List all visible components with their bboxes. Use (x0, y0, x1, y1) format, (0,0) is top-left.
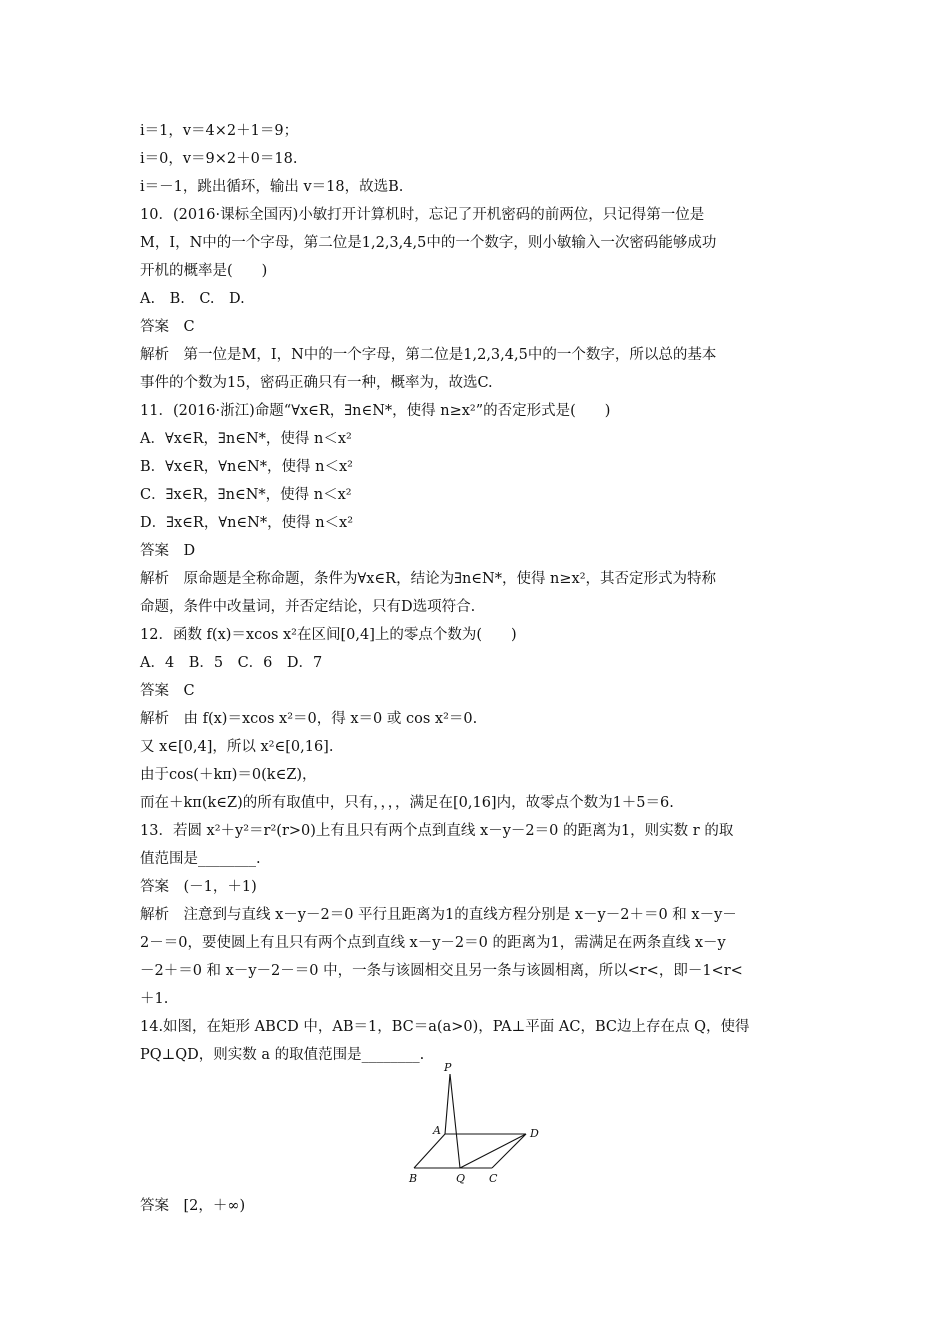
edge-pq (450, 1074, 460, 1168)
analysis-line: 解析 由 f(x)＝xcos x²＝0，得 x＝0 或 cos x²＝0. (140, 711, 478, 727)
text-line: 由于cos(＋kπ)＝0(k∈Z)， (140, 767, 317, 783)
text-line: 而在＋kπ(k∈Z)的所有取值中，只有，，，，满足在[0,16]内，故零点个数为1＋5＝6. (140, 795, 674, 811)
text-line: i＝1，v＝4×2＋1＝9； (140, 123, 299, 139)
option-a: A．∀x∈R，∃n∈N*，使得 n＜x² (140, 431, 352, 447)
answer-line: 答案 C (140, 683, 195, 699)
answer-line: 答案 [2，＋∞) (140, 1198, 246, 1214)
geometry-figure (400, 1060, 560, 1190)
question-10-stem: 10．(2016·课标全国丙)小敏打开计算机时，忘记了开机密码的前两位，只记得第一位是 (140, 207, 705, 223)
analysis-line: 解析 注意到与直线 x－y－2＝0 平行且距离为1的直线方程分别是 x－y－2＋＝0 和 x－y－ (140, 907, 737, 923)
text-line: －2＋＝0 和 x－y－2－＝0 中，一条与该圆相交且另一条与该圆相离，所以<r<，即－1<r< (140, 963, 743, 979)
text-line: 事件的个数为15，密码正确只有一种，概率为，故选C. (140, 375, 493, 391)
label-q: Q (456, 1172, 466, 1185)
edge-ab (414, 1134, 445, 1168)
edge-cd (492, 1134, 526, 1168)
edge-pa (445, 1074, 450, 1134)
question-14-stem: 14.如图，在矩形 ABCD 中，AB＝1，BC＝a(a>0)，PA⊥平面 AC，BC边上存在点 Q，使得 (140, 1019, 750, 1035)
label-c: C (489, 1172, 498, 1185)
analysis-line: 解析 原命题是全称命题，条件为∀x∈R，结论为∃n∈N*，使得 n≥x²，其否定形式为特称 (140, 571, 717, 587)
text-line: 命题，条件中改量词，并否定结论，只有D选项符合. (140, 599, 476, 615)
text-line: M，I，N中的一个字母，第二位是1,2,3,4,5中的一个数字，则小敏输入一次密码能够成功 (140, 235, 717, 251)
question-12-stem: 12．函数 f(x)＝xcos x²在区间[0,4]上的零点个数为( ) (140, 627, 517, 643)
question-11-stem: 11．(2016·浙江)命题“∀x∈R，∃n∈N*，使得 n≥x²”的否定形式是( ) (140, 403, 611, 419)
question-12-options: A．4 B．5 C．6 D．7 (140, 655, 323, 671)
question-13-stem: 13．若圆 x²＋y²＝r²(r>0)上有且只有两个点到直线 x－y－2＝0 的距离为1，则实数 r 的取 (140, 823, 734, 839)
option-b: B．∀x∈R，∀n∈N*，使得 n＜x² (140, 459, 353, 475)
label-d: D (530, 1127, 539, 1140)
answer-line: 答案 (－1，＋1) (140, 879, 257, 895)
analysis-line: 解析 第一位是M，I，N中的一个字母，第二位是1,2,3,4,5中的一个数字，所以总的基本 (140, 347, 717, 363)
edge-qd (460, 1134, 526, 1168)
option-c: C．∃x∈R，∃n∈N*，使得 n＜x² (140, 487, 352, 503)
answer-line: 答案 D (140, 543, 196, 559)
text-line: 2－＝0，要使圆上有且只有两个点到直线 x－y－2＝0 的距离为1，需满足在两条直线 x－y (140, 935, 726, 951)
text-line: i＝0，v＝9×2＋0＝18. (140, 151, 298, 167)
rectangle-pyramid-diagram (400, 1060, 560, 1190)
label-a: A (433, 1124, 441, 1137)
label-p: P (444, 1061, 452, 1074)
label-b: B (409, 1172, 418, 1185)
text-line: 值范围是________. (140, 851, 261, 867)
text-line: i＝－1，跳出循环，输出 v＝18，故选B. (140, 179, 404, 195)
text-line: 又 x∈[0,4]，所以 x²∈[0,16]. (140, 739, 334, 755)
option-d: D．∃x∈R，∀n∈N*，使得 n＜x² (140, 515, 354, 531)
text-line: ＋1. (140, 991, 169, 1007)
text-line: PQ⊥QD，则实数 a 的取值范围是________. (140, 1047, 425, 1063)
question-10-options: A. B. C. D. (140, 291, 245, 307)
answer-line: 答案 C (140, 319, 195, 335)
text-line: 开机的概率是( ) (140, 263, 268, 279)
